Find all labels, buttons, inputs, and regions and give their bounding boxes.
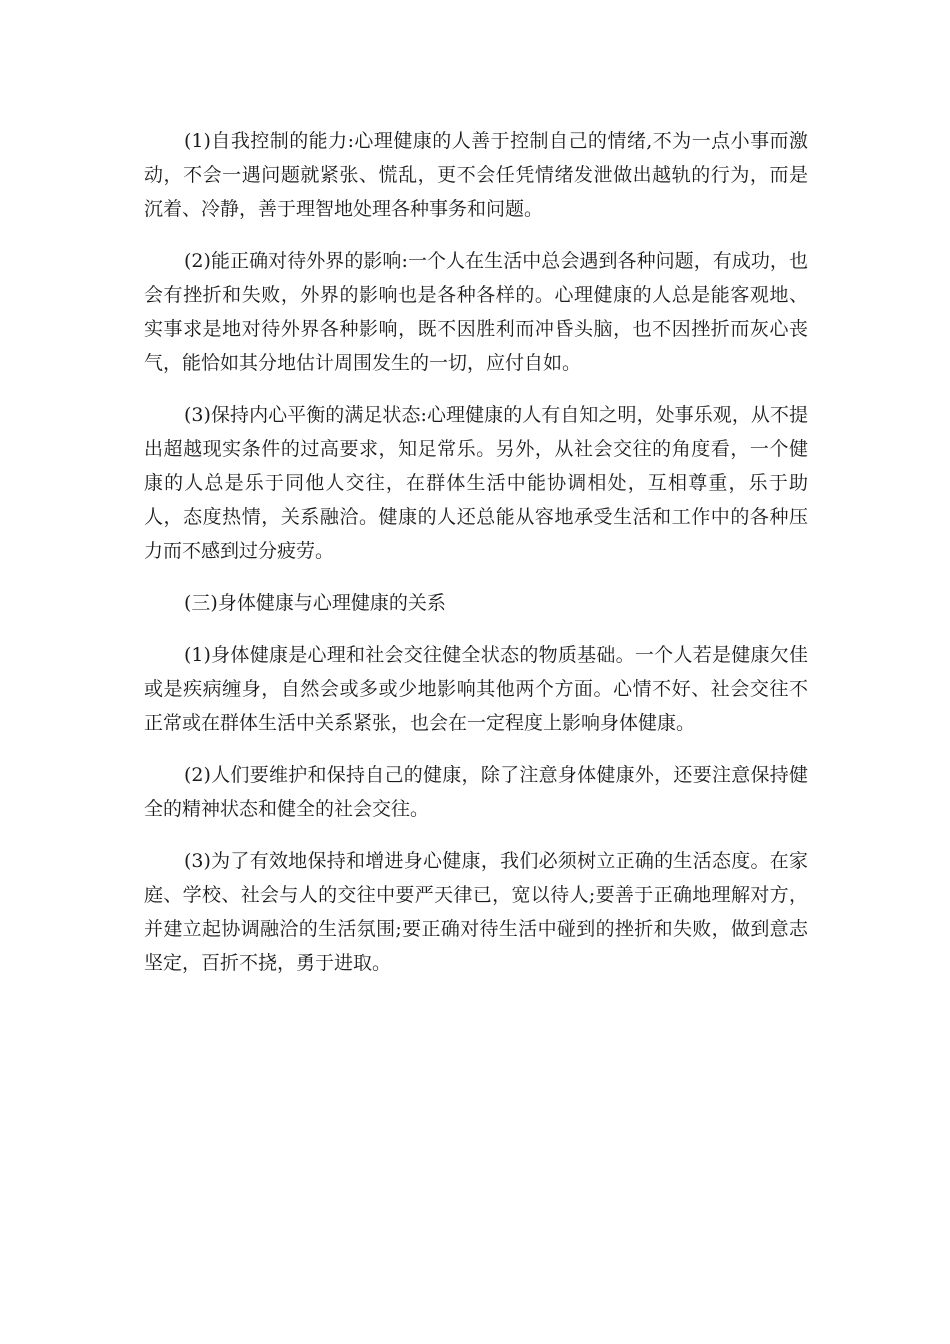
- paragraph-physical-foundation: (1)身体健康是心理和社会交往健全状态的物质基础。一个人若是健康欠佳或是疾病缠身，自然会或多或少地影响其他两个方面。心情不好、社会交往不正常或在群体生活中关系紧张，也会在一定程度上影响身体健康。: [144, 644, 808, 734]
- paragraph-maintain-health: (2)人们要维护和保持自己的健康，除了注意身体健康外，还要注意保持健全的精神状态和健全的社会交往。: [144, 764, 808, 820]
- paragraph-inner-balance: (3)保持内心平衡的满足状态:心理健康的人有自知之明，处事乐观，从不提出超越现实条件的过高要求，知足常乐。另外，从社会交往的角度看，一个健康的人总是乐于同他人交往，在群体生活中能协调相处，互相尊重，乐于助人，态度热情，关系融洽。健康的人还总能从容地承受生活和工作中的各种压力而不感到过分疲劳。: [144, 404, 808, 562]
- section-heading: (三)身体健康与心理健康的关系: [184, 592, 446, 614]
- paragraph-external-influence: (2)能正确对待外界的影响:一个人在生活中总会遇到各种问题，有成功，也会有挫折和失败，外界的影响也是各种各样的。心理健康的人总是能客观地、实事求是地对待外界各种影响，既不因胜利而冲昏头脑，也不因挫折而灰心丧气，能恰如其分地估计周围发生的一切，应付自如。: [144, 250, 808, 374]
- paragraph-self-control: (1)自我控制的能力:心理健康的人善于控制自己的情绪,不为一点小事而激动，不会一遇问题就紧张、慌乱，更不会任凭情绪发泄做出越轨的行为，而是沉着、冷静，善于理智地处理各种事务和问题。: [144, 130, 808, 220]
- paragraph-life-attitude: (3)为了有效地保持和增进身心健康，我们必须树立正确的生活态度。在家庭、学校、社会与人的交往中要严天律已，宽以待人;要善于正确地理解对方，并建立起协调融洽的生活氛围;要正确对待生活中碰到的挫折和失败，做到意志坚定，百折不挠，勇于进取。: [144, 850, 808, 974]
- document-body: [144, 124, 808, 998]
